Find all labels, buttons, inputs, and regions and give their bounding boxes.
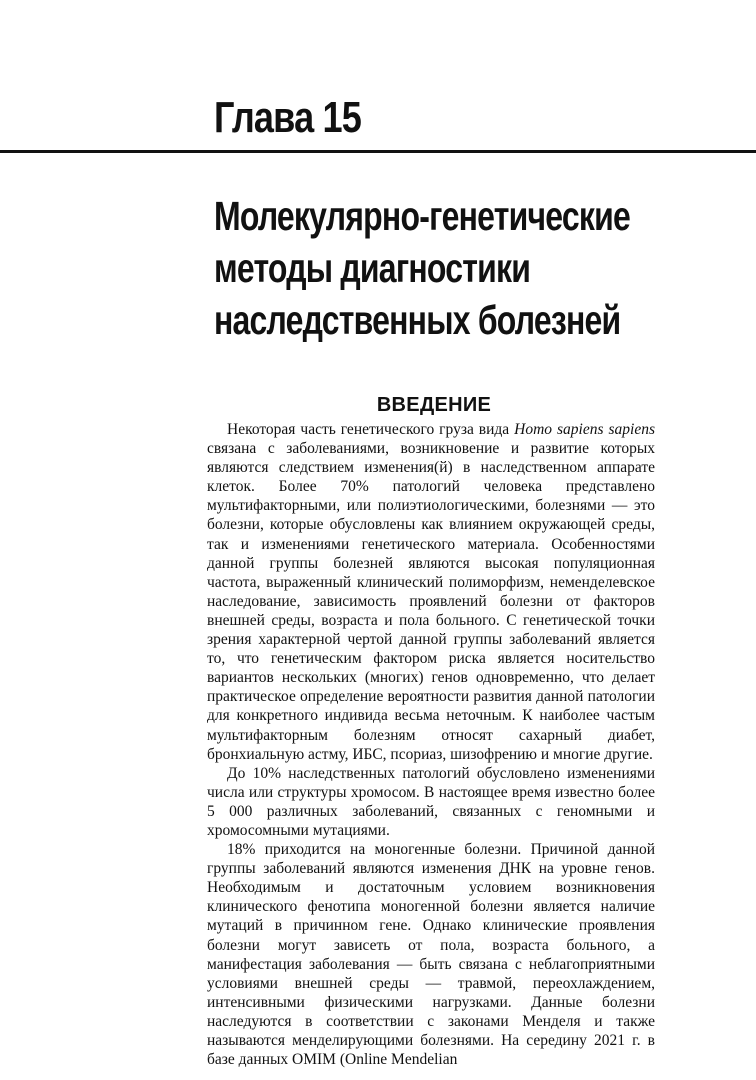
paragraph-1 bbox=[207, 420, 655, 764]
chapter-title-line-3: наследственных болезней bbox=[214, 297, 621, 343]
paragraph-2: До 10% наследственных патологий обусловлено изменениями числа или структуры хромосом. В настоящее время известно более 5 000 различных заболеваний, связанных с геномными и хромосомными мутациями. bbox=[207, 764, 655, 839]
chapter-title bbox=[214, 190, 682, 346]
chapter-number: Глава 15 bbox=[214, 93, 362, 142]
chapter-title-line-1: Молекулярно-генетические bbox=[214, 193, 630, 239]
chapter-title-line-2: методы диагностики bbox=[214, 245, 531, 291]
paragraph-1-rest: связана с заболеваниями, возникновение и развитие которых являются следствием изменения(й) в наследственном аппарате клеток. Более 70% патологий человека представлено мультифакторными, или полиэтиологическими, болезнями — это болезни, которые обусловлены как влиянием окружающей среды, так и изменениями генетического материала. Особенностями данной группы болезней являются высокая популяционная частота, выраженный клинический полиморфизм, неменделевское наследование, зависимость проявлений болезни от факторов внешней среды, возраста и пола больного. С генетической точки зрения характерной чертой данной группы заболеваний является то, что генетическим фактором риска является носительство вариантов нескольких (многих) генов одновременно, что делает практическое определение вероятности развития данной патологии для конкретного индивида весьма неточным. К наиболее частым мультифакторным болезням относят сахарный диабет, бронхиальную астму, ИБС, псориаз, шизофрению и многие другие. bbox=[207, 440, 655, 763]
section-heading: ВВЕДЕНИЕ bbox=[376, 394, 492, 416]
species-name-italic: Homo sapiens sapiens bbox=[514, 421, 656, 438]
chapter-divider-rule bbox=[0, 150, 756, 153]
paragraph-1-start: Некоторая часть генетического груза вида bbox=[227, 421, 515, 438]
body-text bbox=[207, 420, 655, 1069]
paragraph-3: 18% приходится на моногенные болезни. Причиной данной группы заболеваний являются изменения ДНК на уровне генов. Необходимым и достаточным условием возникновения клинического фенотипа моногенной болезни является наличие мутаций в причинном гене. Однако клинические проявления болезни могут зависеть от пола, возраста больного, а манифестация заболевания — быть связана с неблагоприятными условиями внешней среды — травмой, переохлаждением, интенсивными физическими нагрузками. Данные болезни наследуются в соответствии с законами Менделя и также называются менделирующими болезнями. На середину 2021 г. в базе данных OMIM (Online Mendelian bbox=[207, 841, 655, 1069]
